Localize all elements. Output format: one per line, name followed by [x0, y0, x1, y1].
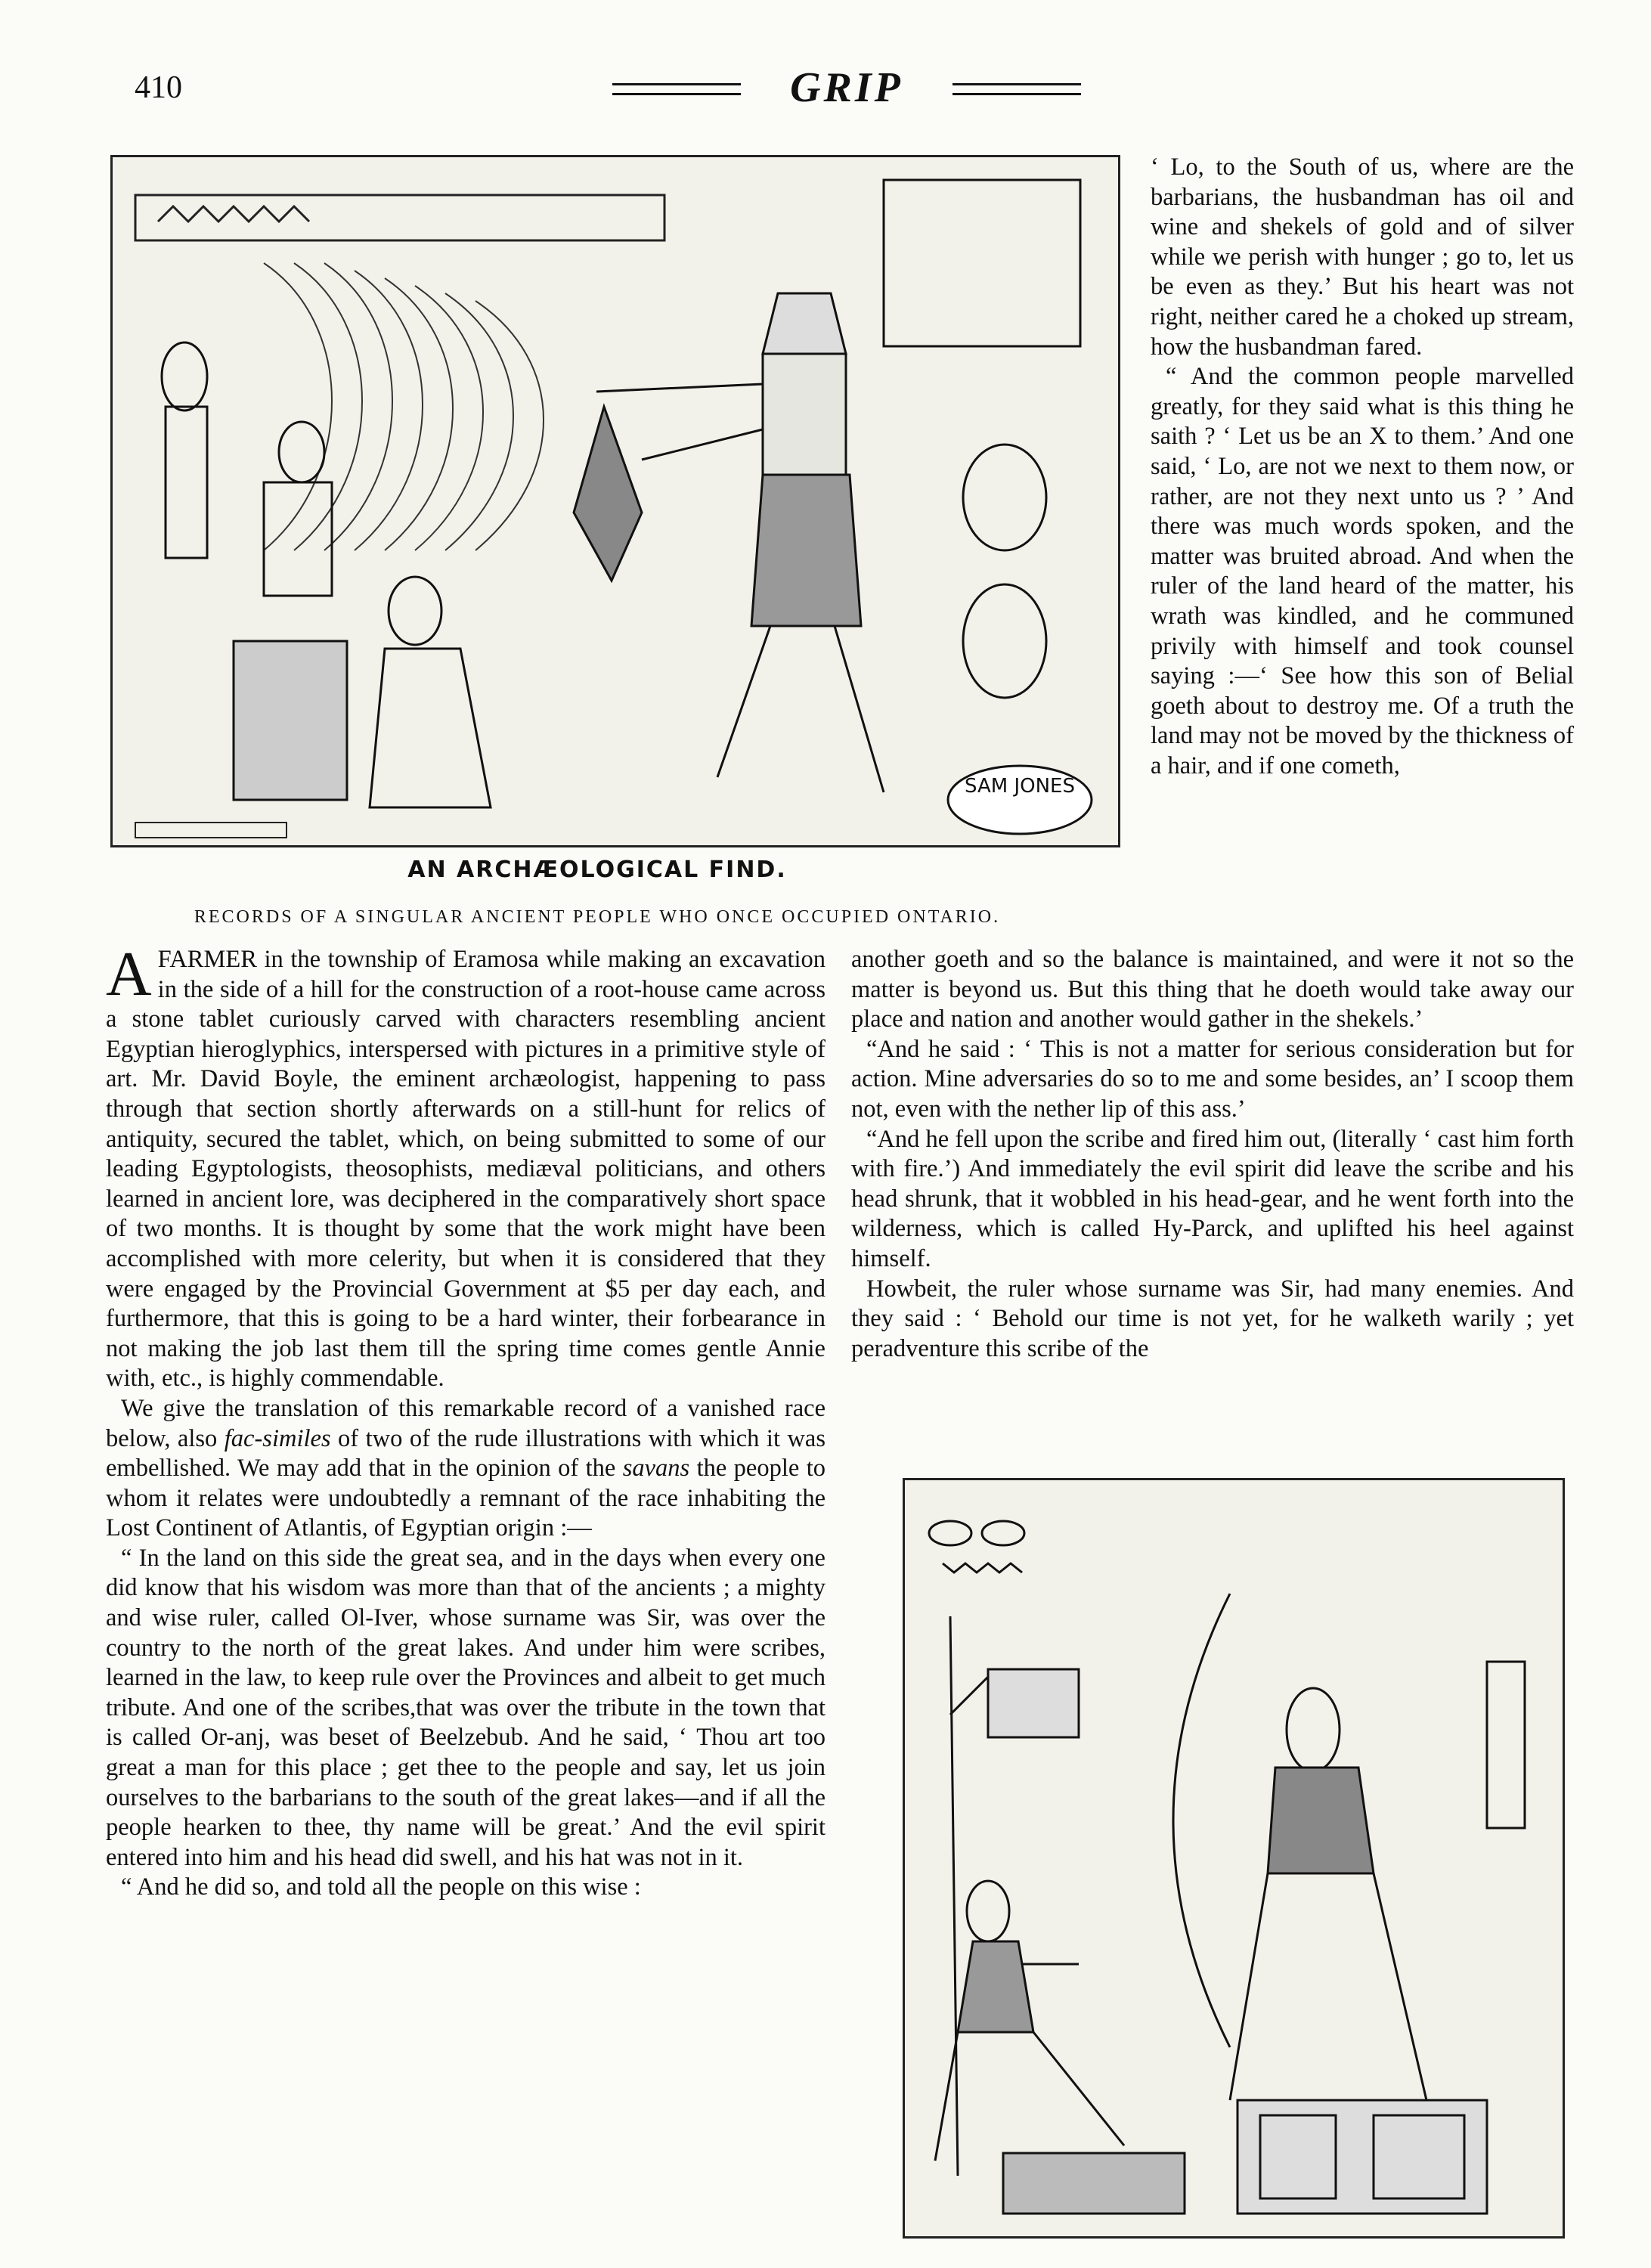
masthead-title: GRIP	[790, 64, 903, 111]
tablet-drawing	[113, 157, 1118, 845]
article-column-right	[851, 945, 1574, 1364]
egyptian-tablet-illustration	[110, 155, 1120, 847]
drop-cap: A	[106, 939, 152, 1009]
paragraph: “ In the land on this side the great sea, and in the days when every one did know that his wisdom was more than that of the ancients ; a mighty and wise ruler, called Ol-Iver, whose surname was Sir, was over the country to the north of the great lakes. And under him were scribes, learned in the law, to keep rule over the Provinces and albeit to get much tribute. And one of the scribes,that was over the tribute in the town that is called Or-anj, was beset of Beelzebub. And he said, ‘ Thou art too great a man for this place ; get thee to the people and say, let us join ourselves to the barbarians to the south of the great lakes—and if all the people hearken to thee, thy name will be great.’ And the evil spirit entered into him and his head did swell, and his hat was not in it.	[106, 1544, 826, 1871]
masthead-rule-right	[952, 83, 1081, 95]
text-run: We give the translation of this remarkable record of a vanished race below, also	[106, 1394, 826, 1452]
masthead	[612, 64, 1081, 109]
archer-illustration	[903, 1478, 1565, 2239]
archer-drawing	[905, 1480, 1563, 2236]
paragraph: “ And he did so, and told all the people on this wise :	[121, 1873, 641, 1901]
intro-lead: FARMER	[157, 946, 257, 973]
text-run: of two of the rude illustrations with which it was embellished. We may add that in the opinion of the	[106, 1424, 826, 1483]
figure-caption-title: AN ARCHÆOLOGICAL FIND.	[407, 857, 787, 883]
page-number: 410	[135, 70, 182, 105]
article-column-left	[106, 939, 826, 1903]
paragraph	[106, 1394, 826, 1544]
text-run: the people to whom it relates were undoubtedly a remnant of the race inhabiting the Lost Continent of Atlantis, of Egyptian origin :—	[106, 1455, 826, 1542]
intro-text: in the township of Eramosa while making an excavation in the side of a hill for the construction of a root-house came across a stone tablet curiously carved with characters resembling ancient Egyptian hieroglyphics, interspersed with pictures in a primitive style of art. Mr. David Boyle, the eminent archæologist, happening to pass through that section shortly afterwards on a still-hunt for relics of antiquity, secured the tablet, which, on being submitted to some of our leading Egyptologists, theosophists, mediæval politicians, and others learned in ancient lore, was deciphered in the comparatively short space of two months. It is thought by some that the work might have been accomplished with more celerity, but when it is considered that they were engaged by the Provincial Government at $5 per day each, and furthermore, that this is going to be a hard winter, their forbearance in not making the job last them till the spring time comes gentle Annie with, etc., is highly commendable.	[106, 946, 826, 1393]
paragraph: “And he said : ‘ This is not a matter for serious consideration but for action. Mine adversaries do so to me and some besides, an’ I scoop them not, even with the nether lip of this ass.’	[851, 1035, 1574, 1123]
paragraph: Howbeit, the ruler whose surname was Sir, had many enemies. And they said : ‘ Behold our time is not yet, for he walketh warily ; yet peradventure this scribe of the	[851, 1275, 1574, 1362]
figure-caption-subtitle: RECORDS OF A SINGULAR ANCIENT PEOPLE WHO ONCE OCCUPIED ONTARIO.	[194, 907, 1001, 927]
italic-text: savans	[622, 1455, 690, 1483]
masthead-rule-left	[612, 83, 741, 95]
article-column-right-top	[1151, 153, 1574, 781]
artist-signature: SAM JONES	[965, 775, 1075, 798]
paragraph: “And he fell upon the scribe and fired him out, (literally ‘ cast him forth with fire.’) And immediately the evil spirit did leave the scribe and his head shrunk, that it wobbled in his head-gear, and he went forth into the wilderness, which is called Hy-Parck, and uplifted his heel against himself.	[851, 1125, 1574, 1272]
intro-paragraph	[106, 939, 826, 1394]
paragraph: ‘ Lo, to the South of us, where are the barbarians, the husbandman has oil and wine and shekels of gold and of silver while we perish with hunger ; go to, let us be even as they.’ But his heart was not right, neither cared he a choked up stream, how the husbandman fared.	[1151, 153, 1574, 361]
paragraph: “ And the common people marvelled greatly, for they said what is this thing he saith ? ‘ Let us be an X to them.’ And one said, ‘ Lo, are not we next to them now, or rather, are not they next unto us ? ’ And there was much words spoken, and the matter was bruited abroad. And when the ruler of the land heard of the matter, his wrath was kindled, and he communed privily with himself and took counsel saying :—‘ See how this son of Belial goeth about to destroy me. Of a truth the land may not be moved by the thickness of a hair, and if one cometh,	[1151, 363, 1574, 779]
paragraph: another goeth and so the balance is maintained, and were it not so the matter is beyond us. But this thing that he doeth would take away our place and nation and another would gather in the shekels.’	[851, 946, 1574, 1033]
italic-text: fac-similes	[224, 1424, 331, 1452]
